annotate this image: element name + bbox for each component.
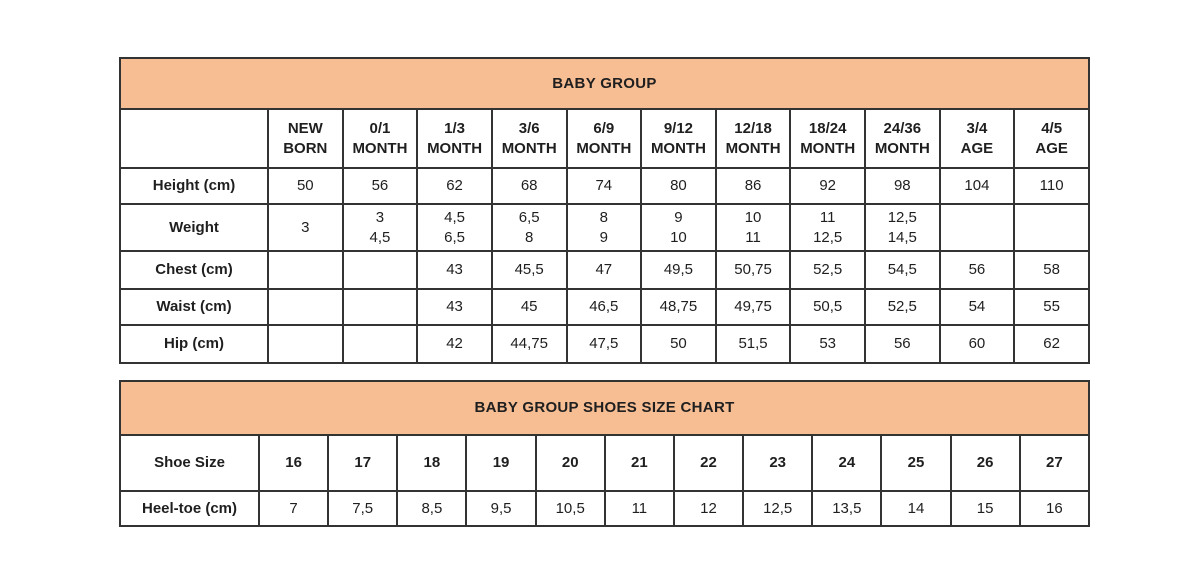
data-cell: 47 xyxy=(567,251,642,289)
column-header xyxy=(716,109,791,168)
cell-line: 4,5 xyxy=(369,228,391,246)
row-label: Hip (cm) xyxy=(120,325,268,363)
data-cell: 45,5 xyxy=(492,251,567,289)
column-header: 23 xyxy=(743,435,812,491)
data-cell: 12,5 xyxy=(743,491,812,526)
cell-line: MONTH xyxy=(576,139,632,157)
cell-line: MONTH xyxy=(650,139,706,157)
cell-line: MONTH xyxy=(352,139,408,157)
cell-line: MONTH xyxy=(501,139,557,157)
data-cell: 7 xyxy=(259,491,328,526)
data-cell xyxy=(268,251,343,289)
table-title: BABY GROUP xyxy=(120,58,1089,109)
row-label: Chest (cm) xyxy=(120,251,268,289)
data-cell: 80 xyxy=(641,168,716,204)
row-label: Weight xyxy=(120,204,268,251)
column-header: 21 xyxy=(605,435,674,491)
cell-line: MONTH xyxy=(725,139,781,157)
cell-line: AGE xyxy=(1035,139,1068,157)
cell-line: 11 xyxy=(745,228,761,246)
data-cell: 10,5 xyxy=(536,491,605,526)
cell-line: 24/36 xyxy=(883,119,922,137)
data-cell xyxy=(940,204,1015,251)
data-cell: 9,5 xyxy=(466,491,535,526)
cell-line: 0/1 xyxy=(369,119,391,137)
row-label: Height (cm) xyxy=(120,168,268,204)
table-row xyxy=(120,325,1089,363)
data-cell: 92 xyxy=(790,168,865,204)
cell-line: 3/4 xyxy=(966,119,988,137)
column-header: 18 xyxy=(397,435,466,491)
table-row xyxy=(120,289,1089,325)
data-cell: 43 xyxy=(417,289,492,325)
data-cell xyxy=(641,204,716,251)
data-cell: 52,5 xyxy=(790,251,865,289)
data-cell xyxy=(268,289,343,325)
data-cell: 50,5 xyxy=(790,289,865,325)
data-cell: 50 xyxy=(268,168,343,204)
cell-line: 9 xyxy=(599,228,608,246)
cell-line: BORN xyxy=(283,139,328,157)
column-header xyxy=(940,109,1015,168)
data-cell xyxy=(343,325,418,363)
cell-line: 1/3 xyxy=(444,119,465,137)
data-cell: 12 xyxy=(674,491,743,526)
cell-line: 10 xyxy=(744,208,762,226)
data-cell: 54 xyxy=(940,289,1015,325)
cell-line: 11 xyxy=(819,208,836,226)
column-header: 16 xyxy=(259,435,328,491)
cell-line: 3/6 xyxy=(518,119,540,137)
data-cell: 11 xyxy=(605,491,674,526)
table-row xyxy=(120,168,1089,204)
table-row xyxy=(120,251,1089,289)
data-cell xyxy=(790,204,865,251)
column-header: 27 xyxy=(1020,435,1089,491)
data-cell: 49,5 xyxy=(641,251,716,289)
data-cell xyxy=(268,325,343,363)
title-row xyxy=(120,58,1089,109)
data-cell: 104 xyxy=(940,168,1015,204)
cell-line: MONTH xyxy=(874,139,930,157)
data-cell: 62 xyxy=(417,168,492,204)
data-cell: 7,5 xyxy=(328,491,397,526)
column-header: 19 xyxy=(466,435,535,491)
data-cell xyxy=(865,204,940,251)
data-cell xyxy=(716,204,791,251)
data-cell: 110 xyxy=(1014,168,1089,204)
table-row xyxy=(120,435,1089,491)
column-header: 24 xyxy=(812,435,881,491)
cell-line: NEW xyxy=(287,119,323,137)
data-cell xyxy=(1014,204,1089,251)
cell-line: 6,5 xyxy=(518,208,540,226)
data-cell: 86 xyxy=(716,168,791,204)
data-cell: 98 xyxy=(865,168,940,204)
data-cell xyxy=(343,204,418,251)
data-cell: 47,5 xyxy=(567,325,642,363)
baby-group-size-table xyxy=(119,57,1090,364)
column-header xyxy=(790,109,865,168)
data-cell xyxy=(492,204,567,251)
data-cell xyxy=(417,204,492,251)
cell-line: 18/24 xyxy=(808,119,847,137)
cell-line: MONTH xyxy=(800,139,856,157)
row-label: Heel-toe (cm) xyxy=(120,491,259,526)
cell-line: 4,5 xyxy=(444,208,465,226)
data-cell: 60 xyxy=(940,325,1015,363)
data-cell: 46,5 xyxy=(567,289,642,325)
data-cell: 48,75 xyxy=(641,289,716,325)
data-cell: 16 xyxy=(1020,491,1089,526)
cell-line: 10 xyxy=(670,228,687,246)
column-header: 26 xyxy=(951,435,1020,491)
data-cell: 53 xyxy=(790,325,865,363)
data-cell: 56 xyxy=(865,325,940,363)
data-cell: 58 xyxy=(1014,251,1089,289)
data-cell xyxy=(567,204,642,251)
row-label: Shoe Size xyxy=(120,435,259,491)
data-cell: 49,75 xyxy=(716,289,791,325)
column-header: 17 xyxy=(328,435,397,491)
data-cell: 14 xyxy=(881,491,950,526)
column-header xyxy=(417,109,492,168)
column-header xyxy=(865,109,940,168)
column-header: 22 xyxy=(674,435,743,491)
cell-line: 12,5 xyxy=(813,228,843,246)
column-header xyxy=(343,109,418,168)
data-cell: 68 xyxy=(492,168,567,204)
header-row xyxy=(120,109,1089,168)
data-cell: 51,5 xyxy=(716,325,791,363)
cell-line: 12/18 xyxy=(734,119,772,137)
data-cell: 56 xyxy=(343,168,418,204)
column-header xyxy=(492,109,567,168)
column-header xyxy=(641,109,716,168)
data-cell: 15 xyxy=(951,491,1020,526)
title-row xyxy=(120,381,1089,435)
table-row xyxy=(120,204,1089,251)
cell-line: AGE xyxy=(960,139,994,157)
column-header: 20 xyxy=(536,435,605,491)
cell-line: 9 xyxy=(674,208,683,226)
column-header: 25 xyxy=(881,435,950,491)
table-row xyxy=(120,491,1089,526)
data-cell: 74 xyxy=(567,168,642,204)
data-cell: 56 xyxy=(940,251,1015,289)
data-cell: 55 xyxy=(1014,289,1089,325)
data-cell xyxy=(343,251,418,289)
data-cell: 13,5 xyxy=(812,491,881,526)
cell-line: 9/12 xyxy=(663,119,694,137)
data-cell: 43 xyxy=(417,251,492,289)
data-cell: 8,5 xyxy=(397,491,466,526)
corner-cell xyxy=(120,109,268,168)
column-header xyxy=(567,109,642,168)
data-cell: 62 xyxy=(1014,325,1089,363)
table-title: BABY GROUP SHOES SIZE CHART xyxy=(120,381,1089,435)
data-cell: 44,75 xyxy=(492,325,567,363)
cell-line: 6/9 xyxy=(593,119,615,137)
data-cell: 3 xyxy=(268,204,343,251)
cell-line: 14,5 xyxy=(887,228,917,246)
data-cell: 45 xyxy=(492,289,567,325)
cell-line: 8 xyxy=(525,228,534,246)
cell-line: 3 xyxy=(375,208,385,226)
cell-line: 12,5 xyxy=(887,208,917,226)
cell-line: MONTH xyxy=(427,139,483,157)
data-cell: 52,5 xyxy=(865,289,940,325)
cell-line: 4/5 xyxy=(1041,119,1063,137)
column-header xyxy=(268,109,343,168)
data-cell: 42 xyxy=(417,325,492,363)
column-header xyxy=(1014,109,1089,168)
row-label: Waist (cm) xyxy=(120,289,268,325)
data-cell: 50,75 xyxy=(716,251,791,289)
baby-group-shoes-table xyxy=(119,380,1090,527)
data-cell xyxy=(343,289,418,325)
cell-line: 6,5 xyxy=(444,228,465,246)
cell-line: 8 xyxy=(599,208,608,226)
data-cell: 50 xyxy=(641,325,716,363)
data-cell: 54,5 xyxy=(865,251,940,289)
